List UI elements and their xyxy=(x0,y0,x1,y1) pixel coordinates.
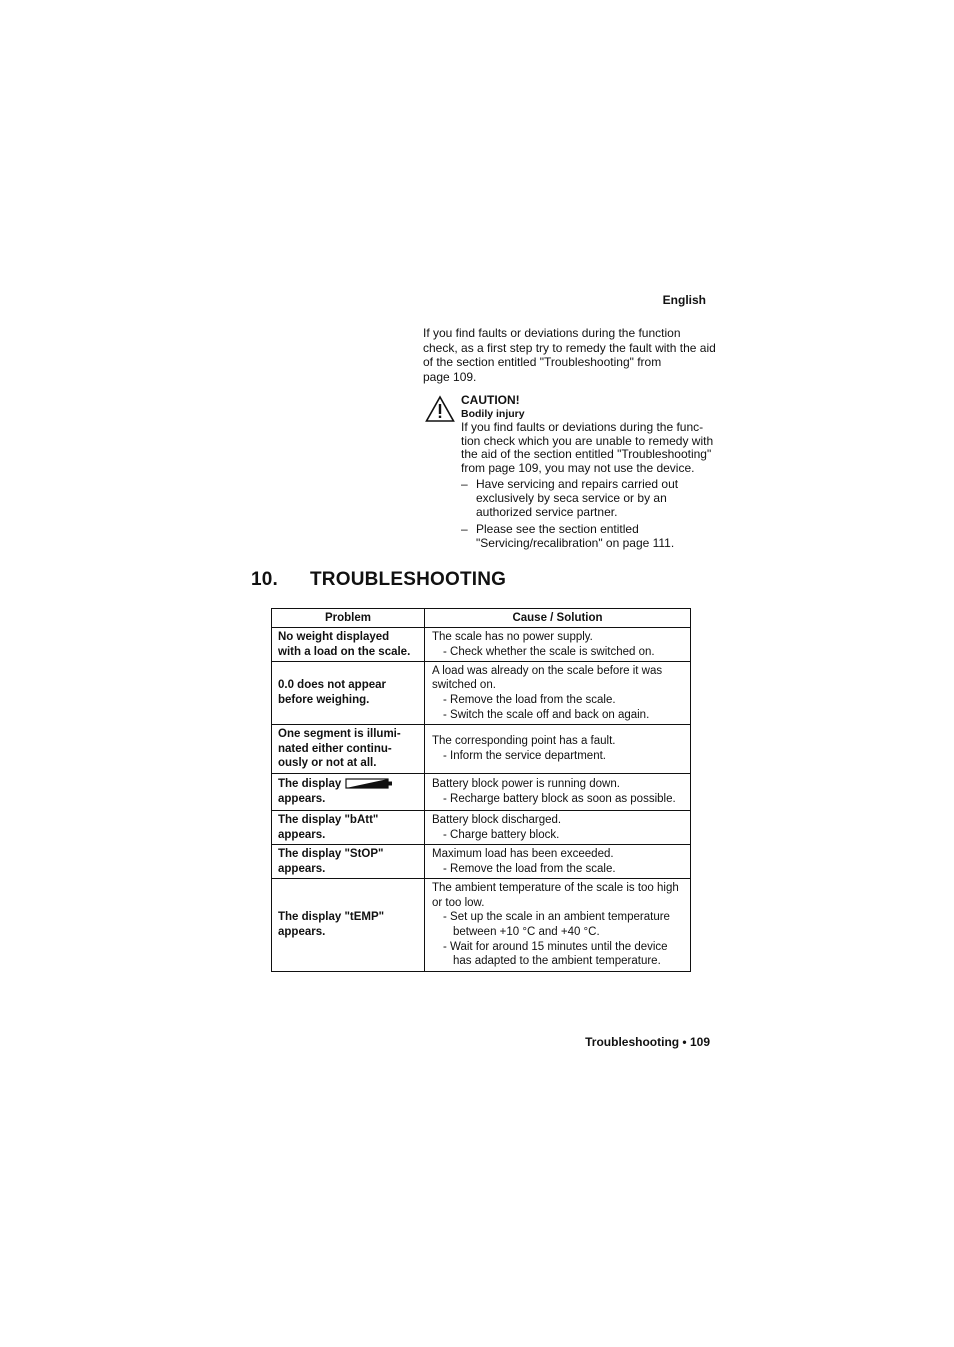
page-footer: Troubleshooting • 109 xyxy=(585,1035,710,1049)
cause-line: The ambient temperature of the scale is too high xyxy=(432,881,679,894)
cause-line: Battery block discharged. xyxy=(432,813,562,826)
cause-cell xyxy=(425,879,691,972)
problem-cell xyxy=(272,725,425,774)
bullet-dash: – xyxy=(461,477,468,492)
caution-subtitle: Bodily injury xyxy=(461,408,525,420)
bullet-line: Please see the section entitled xyxy=(476,522,639,537)
problem-line: No weight displayed xyxy=(278,630,390,643)
problem-line: appears. xyxy=(278,828,326,841)
caution-title: CAUTION! xyxy=(461,393,520,407)
problem-line: before weighing. xyxy=(278,694,370,706)
caution-line: tion check which you are unable to remedy with xyxy=(461,433,714,448)
cause-cell xyxy=(425,725,691,774)
cause-cell xyxy=(425,662,691,725)
problem-line xyxy=(278,777,418,792)
intro-paragraph xyxy=(423,326,716,384)
problem-prefix: The display xyxy=(278,778,342,791)
caution-block xyxy=(461,393,721,550)
solution-line: has adapted to the ambient temperature. xyxy=(453,955,661,968)
problem-line: One segment is illumi- xyxy=(278,727,401,740)
intro-line: If you find faults or deviations during the function xyxy=(423,326,681,340)
header-cause: Cause / Solution xyxy=(425,609,691,628)
section-number: 10. xyxy=(251,569,279,590)
problem-cell xyxy=(272,811,425,845)
problem-line: The display "StOP" xyxy=(278,847,384,860)
table-row xyxy=(272,774,691,811)
table-header-row xyxy=(272,609,691,628)
caution-line: the aid of the section entitled "Troubleshooting" xyxy=(461,447,712,462)
cause-cell xyxy=(425,845,691,879)
table-row xyxy=(272,628,691,662)
bullet-line: exclusively by seca service or by an xyxy=(476,490,667,505)
solution-line: - Inform the service department. xyxy=(443,750,606,762)
table-row xyxy=(272,662,691,725)
cause-line: or too low. xyxy=(432,896,485,909)
cause-line: The corresponding point has a fault. xyxy=(432,735,616,748)
problem-cell xyxy=(272,774,425,811)
solution-line: - Set up the scale in an ambient temperature xyxy=(443,911,670,924)
solution-line: - Remove the load from the scale. xyxy=(443,694,616,706)
solution-line: - Wait for around 15 minutes until the device xyxy=(443,940,668,953)
problem-line: The display "bAtt" xyxy=(278,813,379,826)
solution-line: - Check whether the scale is switched on. xyxy=(443,645,655,658)
table-row xyxy=(272,845,691,879)
cause-line: switched on. xyxy=(432,679,496,692)
problem-line: The display "tEMP" xyxy=(278,911,385,924)
cause-line: The scale has no power supply. xyxy=(432,630,593,643)
caution-line: If you find faults or deviations during the func- xyxy=(461,420,704,434)
problem-cell xyxy=(272,879,425,972)
bullet-dash: – xyxy=(461,522,468,537)
cause-cell xyxy=(425,774,691,811)
cause-cell xyxy=(425,811,691,845)
solution-line: between +10 °C and +40 °C. xyxy=(453,926,600,938)
bullet-line: "Servicing/recalibration" on page 111. xyxy=(476,535,675,550)
solution-line: - Switch the scale off and back on again. xyxy=(443,708,650,721)
problem-line: nated either continu- xyxy=(278,742,392,755)
solution-line: - Recharge battery block as soon as possible. xyxy=(443,793,676,805)
caution-line: from page 109, you may not use the device. xyxy=(461,460,695,475)
bullet-line: Have servicing and repairs carried out xyxy=(476,477,679,492)
caution-bullet xyxy=(461,478,721,519)
table-row xyxy=(272,879,691,972)
troubleshooting-table xyxy=(271,608,691,972)
battery-low-icon xyxy=(345,778,393,790)
problem-line: 0.0 does not appear xyxy=(278,679,387,692)
caution-bullet xyxy=(461,523,721,550)
cause-line: Battery block power is running down. xyxy=(432,778,620,791)
section-heading xyxy=(251,569,506,591)
cause-cell xyxy=(425,628,691,662)
solution-line: - Charge battery block. xyxy=(443,828,560,841)
problem-line: appears. xyxy=(278,862,326,875)
warning-triangle-icon xyxy=(425,395,455,423)
problem-line: with a load on the scale. xyxy=(278,645,411,658)
header-problem: Problem xyxy=(272,609,425,628)
problem-line: ously or not at all. xyxy=(278,757,377,770)
section-title: TROUBLESHOOTING xyxy=(310,569,507,590)
table-row xyxy=(272,725,691,774)
intro-line: check, as a first step try to remedy the fault with the aid xyxy=(423,340,716,355)
problem-cell xyxy=(272,628,425,662)
problem-line: appears. xyxy=(278,926,326,938)
language-label: English xyxy=(662,293,706,307)
cause-line: Maximum load has been exceeded. xyxy=(432,847,614,860)
bullet-line: authorized service partner. xyxy=(476,504,618,519)
solution-line: - Remove the load from the scale. xyxy=(443,862,616,875)
cause-line: A load was already on the scale before it was xyxy=(432,664,663,677)
problem-line: appears. xyxy=(278,793,326,805)
intro-line: of the section entitled "Troubleshooting" from xyxy=(423,355,662,370)
intro-line: page 109. xyxy=(423,369,477,384)
table-row xyxy=(272,811,691,845)
problem-cell xyxy=(272,662,425,725)
problem-cell xyxy=(272,845,425,879)
